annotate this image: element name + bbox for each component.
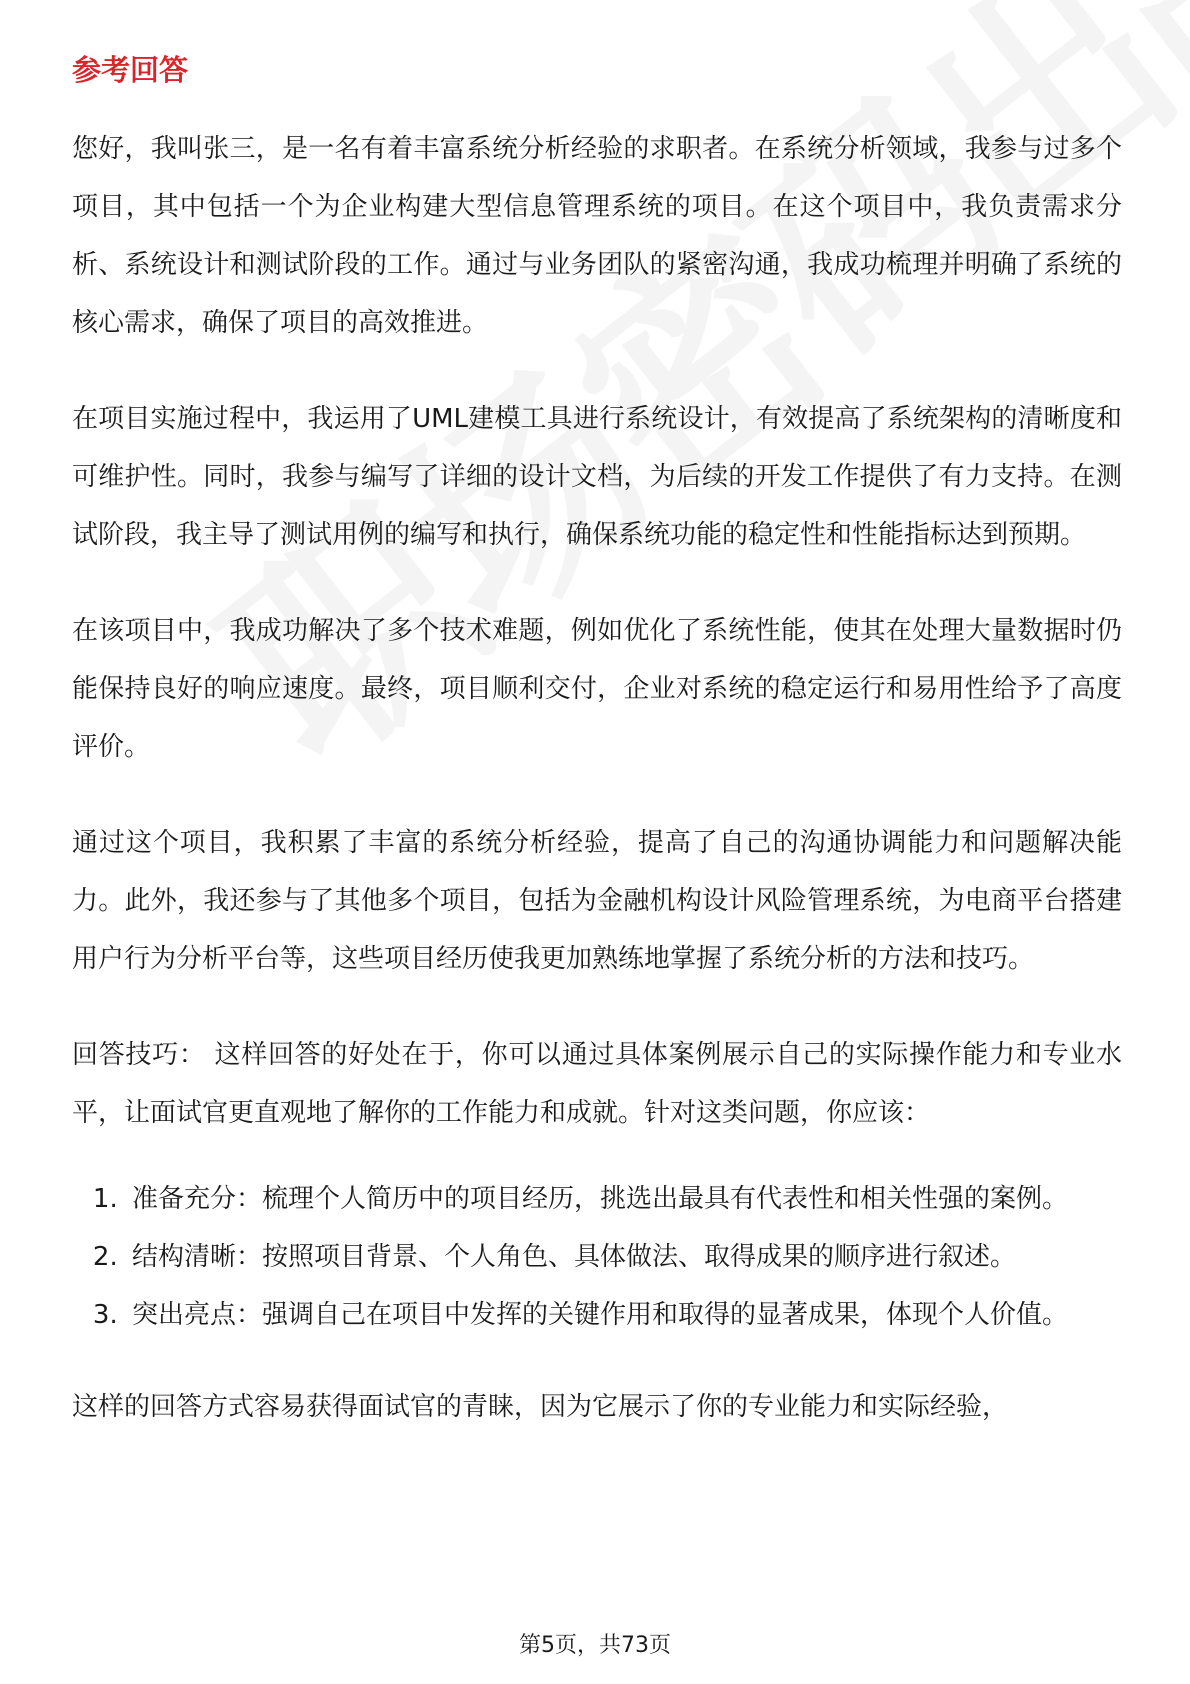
paragraph-closing: 这样的回答方式容易获得面试官的青睐，因为它展示了你的专业能力和实际经验， (72, 1392, 1009, 1422)
paragraph-experience: 通过这个项目，我积累了丰富的系统分析经验，提高了自己的沟通协调能力和问题解决能力。此外，我还参与了其他多个项目，包括为金融机构设计风险管理系统，为电商平台搭建用户行为分析平台等，这些项目经历使我更加熟练地掌握了系统分析的方法和技巧。 (72, 828, 1122, 974)
tips-list-item: 3. 突出亮点：强调自己在项目中发挥的关键作用和取得的显著成果，体现个人价值。 (126, 1286, 1122, 1344)
paragraph-implementation: 在项目实施过程中，我运用了UML建模工具进行系统设计，有效提高了系统架构的清晰度和可维护性。同时，我参与编写了详细的设计文档，为后续的开发工作提供了有力支持。在测试阶段，我主导了测试用例的编写和执行，确保系统功能的稳定性和性能指标达到预期。 (72, 404, 1122, 550)
paragraph-intro: 您好，我叫张三，是一名有着丰富系统分析经验的求职者。在系统分析领域，我参与过多个项目，其中包括一个为企业构建大型信息管理系统的项目。在这个项目中，我负责需求分析、系统设计和测试阶段的工作。通过与业务团队的紧密沟通，我成功梳理并明确了系统的核心需求，确保了项目的高效推进。 (72, 134, 1122, 338)
document-body (72, 50, 1122, 1474)
tips-list-item: 1. 准备充分：梳理个人简历中的项目经历，挑选出最具有代表性和相关性强的案例。 (126, 1170, 1122, 1228)
tips-list (72, 1170, 1122, 1344)
paragraph-answer-tips: 回答技巧： 这样回答的好处在于，你可以通过具体案例展示自己的实际操作能力和专业水平，让面试官更直观地了解你的工作能力和成就。针对这类问题，你应该： (72, 1040, 1122, 1128)
tips-list-item: 2. 结构清晰：按照项目背景、个人角色、具体做法、取得成果的顺序进行叙述。 (126, 1228, 1122, 1286)
section-heading: 参考回答 (72, 53, 189, 87)
page-footer: 第5页，共73页 (519, 1633, 671, 1658)
paragraph-results: 在该项目中，我成功解决了多个技术难题，例如优化了系统性能，使其在处理大量数据时仍能保持良好的响应速度。最终，项目顺利交付，企业对系统的稳定运行和易用性给予了高度评价。 (72, 616, 1122, 762)
